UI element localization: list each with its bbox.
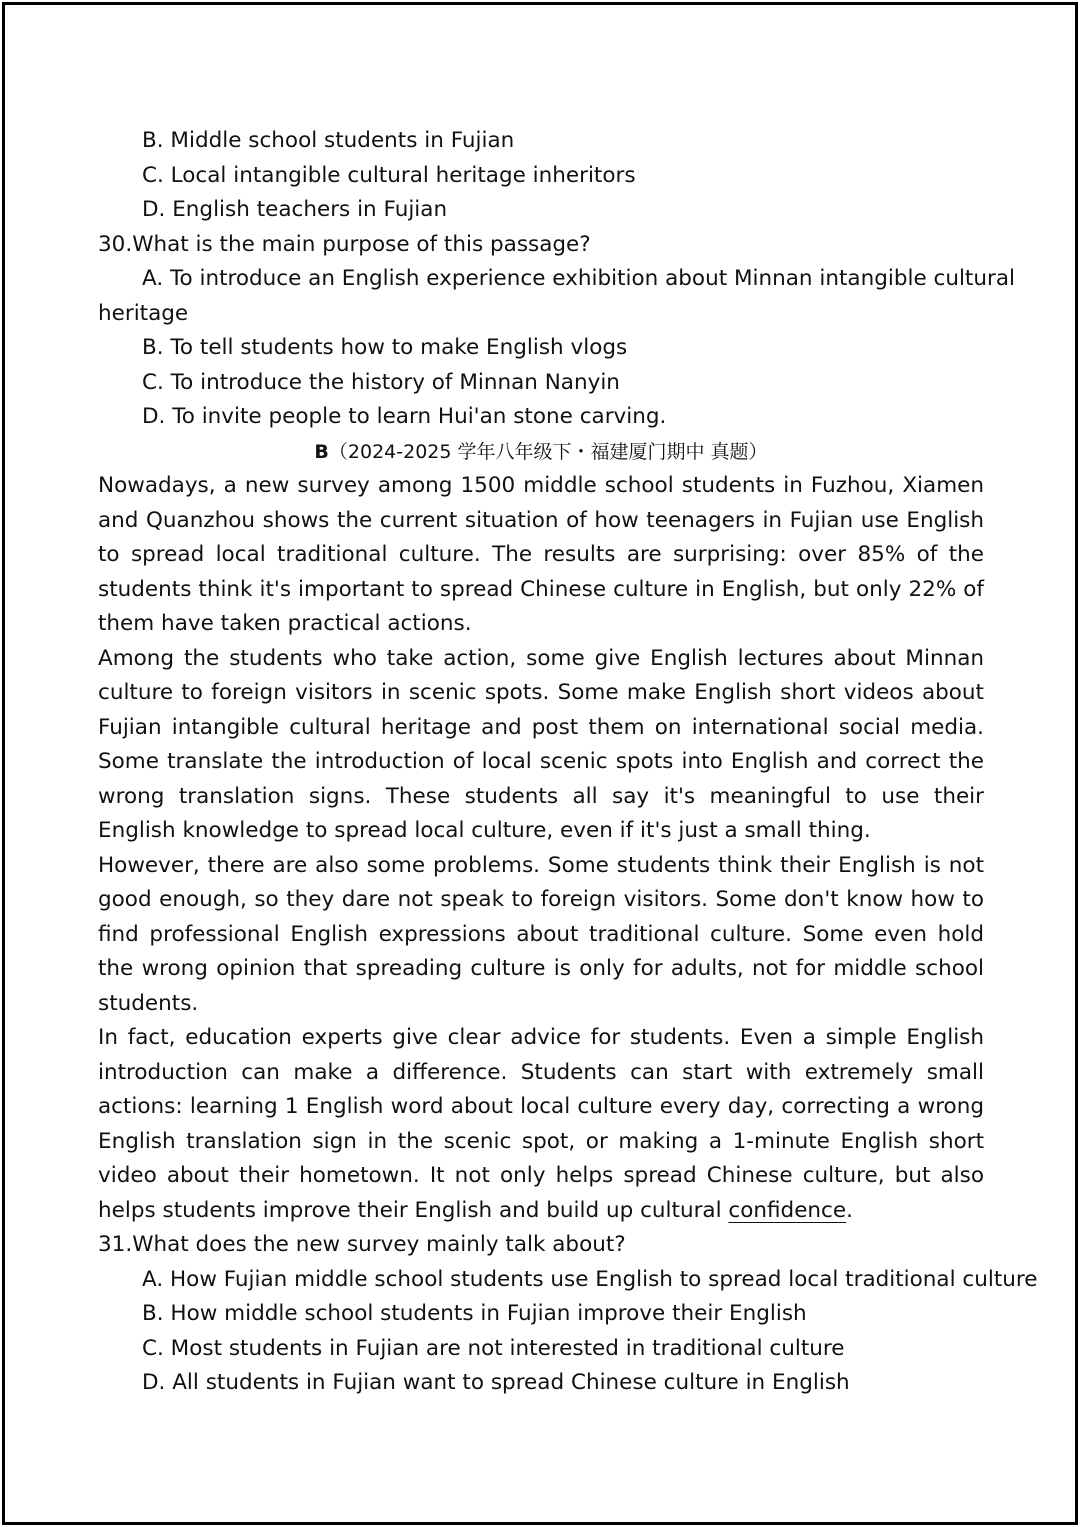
document-content [98, 124, 1038, 1401]
q29-option-c: C. Local intangible cultural heritage inheritors [142, 162, 636, 188]
q31-option-c: C. Most students in Fujian are not interested in traditional culture [142, 1335, 845, 1361]
q29-option-b: B. Middle school students in Fujian [142, 128, 515, 153]
paragraph-4-end: . [846, 1197, 853, 1223]
q29-option-d: D. English teachers in Fujian [142, 197, 448, 222]
passage-paragraph-4 [98, 1021, 984, 1228]
section-b-heading [98, 435, 984, 470]
q31-option-a: A. How Fujian middle school students use English to spread local traditional culture [142, 1266, 1038, 1292]
paragraph-4-text: In fact, education experts give clear advice for students. Even a simple English introduction can make a difference. Students can start with extremely small actions: learning 1 English word about local culture every day, correcting a wrong English translation sign in the scenic spot, or making a 1-minute English short video about their hometown. It not only helps spread Chinese culture, but also helps students improve their English and build up cultural [98, 1025, 984, 1223]
q30-option-a-continued: heritage [98, 300, 189, 326]
q30-option-d: D. To invite people to learn Hui'an stone carving. [142, 404, 667, 429]
underlined-word: confidence [728, 1197, 847, 1223]
q30-option-b: B. To tell students how to make English vlogs [142, 335, 628, 360]
passage-paragraph-1: Nowadays, a new survey among 1500 middle school students in Fuzhou, Xiamen and Quanzhou shows the current situation of how teenagers in Fujian use English to spread local traditional culture. The results are surprising: over 85% of the students think it's important to spread Chinese culture in English, but only 22% of them have taken practical actions. [98, 473, 984, 636]
passage-paragraph-3: However, there are also some problems. Some students think their English is not good enough, so they dare not speak to foreign visitors. Some don't know how to find professional English expressions about traditional culture. Some even hold the wrong opinion that spreading culture is only for adults, not for middle school students. [98, 852, 984, 1016]
q31-question: 31.What does the new survey mainly talk about? [98, 1232, 626, 1257]
q31-option-b: B. How middle school students in Fujian improve their English [142, 1301, 807, 1326]
passage-paragraph-2: Among the students who take action, some give English lectures about Minnan culture to foreign visitors in scenic spots. Some make English short videos about Fujian intangible cultural heritage and post them on international social media. Some translate the introduction of local scenic spots into English and correct the wrong translation signs. These students all say it's meaningful to use their English knowledge to spread local culture, even if it's just a small thing. [98, 645, 984, 843]
q30-question: 30.What is the main purpose of this passage? [98, 231, 591, 257]
q30-option-c: C. To introduce the history of Minnan Nanyin [142, 369, 620, 395]
q31-option-d: D. All students in Fujian want to spread Chinese culture in English [142, 1370, 850, 1395]
q30-option-a: A. To introduce an English experience exhibition about Minnan intangible cultural [142, 266, 1015, 291]
section-source: （2024-2025 学年八年级下・福建厦门期中 真题） [328, 440, 768, 463]
section-letter: B [314, 440, 329, 463]
